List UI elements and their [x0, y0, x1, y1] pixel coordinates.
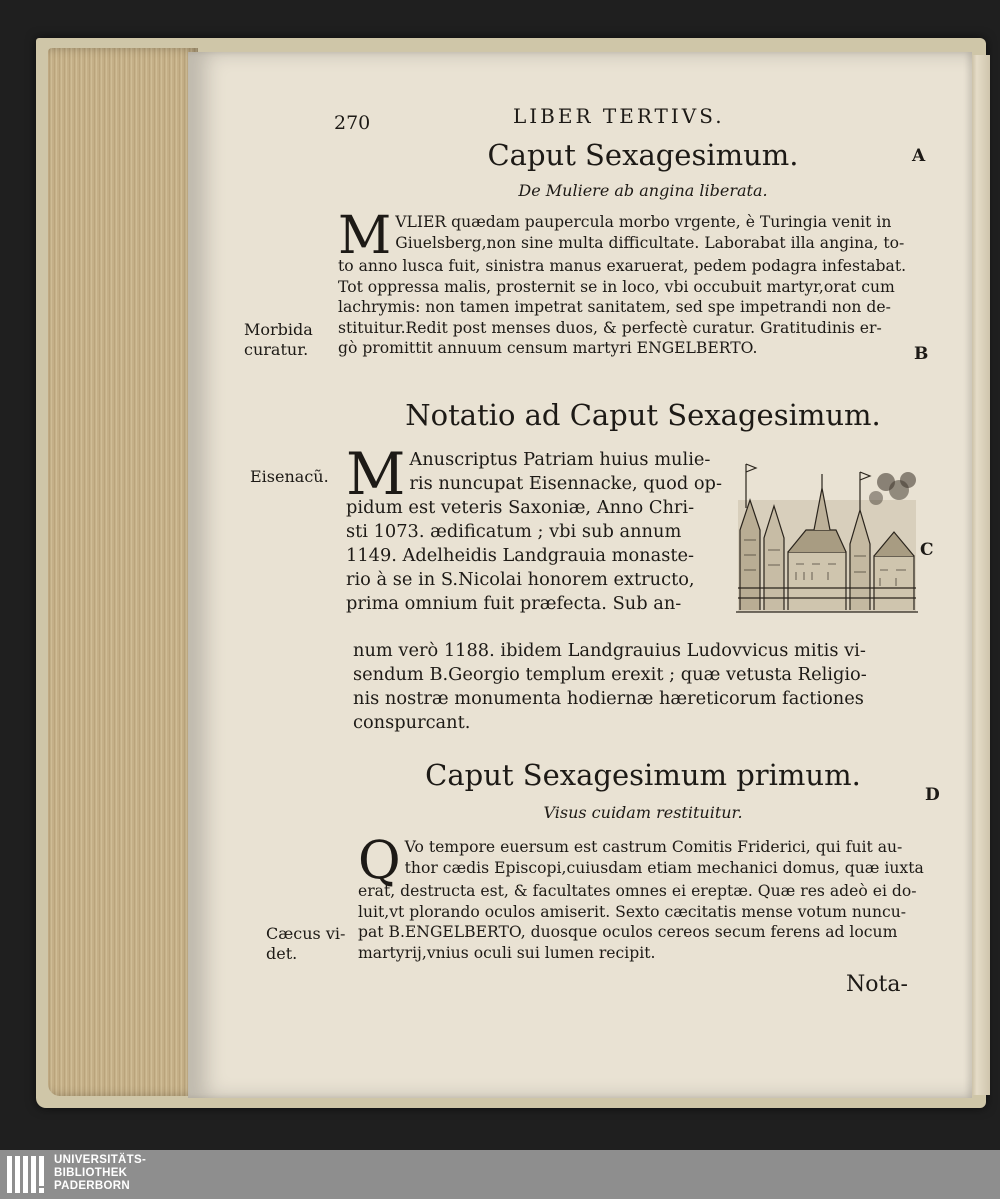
text-line: to anno lusca fuit, sinistra manus exaruerat, pedem podagra infestabat.: [338, 257, 907, 275]
notatio-60-text-narrow: [346, 440, 734, 616]
margin-note-line: det.: [266, 944, 298, 963]
library-name-line: UNIVERSITÄTS-: [54, 1154, 147, 1166]
margin-note-eisenacum: [250, 467, 329, 487]
margin-note-caecus: [266, 924, 345, 964]
side-marker-d: D: [925, 785, 940, 805]
text-line: pat B.ENGELBERTO, duosque oculos cereos secum ferens ad locum: [358, 923, 898, 942]
text-line: erat, destructa est, & facultates omnes ei ereptæ. Quæ res adeò ei do-: [358, 882, 917, 900]
margin-note-morbida: [244, 320, 313, 360]
text-line: lachrymis: non tamen impetrat sanitatem, sed spe impetrandi non de-: [338, 298, 891, 317]
margin-note-line: Morbida: [244, 320, 313, 339]
library-footer-bar: [0, 1150, 1000, 1199]
text-line: 1149. Adelheidis Landgrauia monaste-: [346, 544, 695, 566]
library-name: [54, 1154, 146, 1193]
text-line: sti 1073. ædificatum ; vbi sub annum: [346, 520, 682, 542]
library-name-line: BIBLIOTHEK: [54, 1167, 128, 1179]
library-name-line: PADERBORN: [54, 1180, 130, 1192]
text-line: ris nuncupat Eisennacke, quod op-: [409, 472, 722, 494]
text-line: gò promittit annuum censum martyri ENGELBERTO.: [338, 339, 758, 358]
text-line: pidum est veteris Saxoniæ, Anno Chri-: [346, 497, 695, 518]
text-line: sendum B.Georgio templum erexit ; quæ vetusta Religio-: [353, 663, 867, 685]
margin-note-line: Cæcus vi-: [266, 924, 346, 943]
chapter-60-subheading: De Muliere ab angina liberata.: [518, 181, 768, 200]
chapter-61-text: [358, 831, 926, 963]
side-marker-b: B: [914, 344, 929, 364]
text-line: martyrij,vnius oculi sui lumen recipit.: [358, 943, 656, 962]
text-line: conspurcant.: [353, 711, 471, 733]
chapter-61-subheading: Visus cuidam restituitur.: [543, 803, 743, 822]
side-marker-c: C: [920, 540, 934, 560]
text-line: VLIER quædam paupercula morbo vrgente, è Turingia venit in: [395, 213, 892, 231]
notatio-60-text-wide: [353, 639, 923, 735]
dropcap: M: [346, 440, 406, 508]
text-line: Vo tempore euersum est castrum Comitis Friderici, qui fuit au-: [404, 838, 903, 856]
notatio-60-heading: Notatio ad Caput Sexagesimum.: [405, 398, 881, 432]
text-line: luit,vt plorando oculos amiserit. Sexto cæcitatis mense votum nuncu-: [358, 902, 907, 921]
text-line: Anuscriptus Patriam huius mulie-: [409, 449, 711, 470]
running-head: LIBER TERTIVS.: [513, 104, 725, 128]
page-edges: [48, 48, 198, 1096]
text-line: rio à se in S.Nicolai honorem extructo,: [346, 568, 695, 590]
text-line: Giuelsberg,non sine multa difficultate. Laborabat illa angina, to-: [395, 233, 905, 252]
margin-note-line: Eisenacũ.: [250, 467, 329, 486]
catchword: Nota-: [846, 972, 908, 997]
town-woodcut-illustration: [736, 460, 918, 615]
book-page: [188, 52, 972, 1098]
page-number: 270: [334, 112, 371, 134]
chapter-60-text: [338, 206, 911, 359]
text-line: thor cædis Episcopi,cuiusdam etiam mechanici domus, quæ iuxta: [404, 858, 924, 877]
text-line: Tot oppressa malis, prosternit se in loco, vbi occubuit martyr,orat cum: [338, 277, 895, 296]
text-line: prima omnium fuit præfecta. Sub an-: [346, 592, 682, 614]
text-line: num verò 1188. ibidem Landgrauius Ludovvicus mitis vi-: [353, 640, 866, 661]
dropcap: M: [338, 206, 392, 266]
chapter-61-heading: Caput Sexagesimum primum.: [425, 758, 861, 792]
side-marker-a: A: [912, 146, 926, 166]
margin-note-line: curatur.: [244, 340, 309, 359]
text-line: nis nostræ monumenta hodiernæ hæreticorum factiones: [353, 687, 864, 709]
library-logo-icon: [6, 1154, 46, 1195]
chapter-60-heading: Caput Sexagesimum.: [487, 138, 799, 172]
dropcap: Q: [358, 831, 401, 891]
text-line: stituitur.Redit post menses duos, & perfectè curatur. Gratitudinis er-: [338, 318, 882, 337]
